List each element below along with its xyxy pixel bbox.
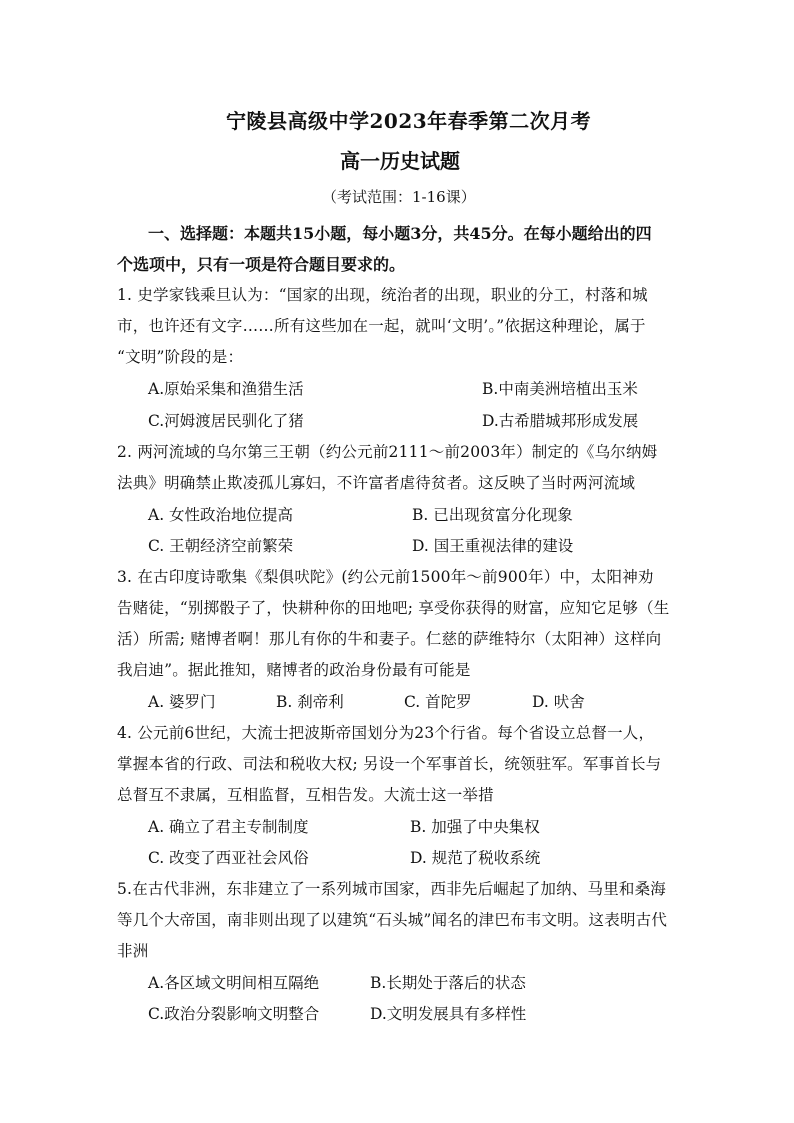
question-5-line: 非洲 xyxy=(117,942,149,960)
question-1-line: 市，也许还有文字……所有这些加在一起，就叫‘文明’。”依据这种理论，属于 xyxy=(117,317,646,335)
question-3-option-b: B. 刹帝利 xyxy=(276,693,344,711)
question-2-option-d: D. 国王重视法律的建设 xyxy=(412,537,574,555)
question-2-option-a: A. 女性政治地位提高 xyxy=(148,506,294,524)
question-3-option-a: A. 婆罗门 xyxy=(148,693,216,711)
question-5-option-d: D.文明发展具有多样性 xyxy=(370,1005,527,1023)
question-3-line: 3. 在古印度诗歌集《梨俱吠陀》(约公元前1500年～前900年）中，太阳神劝 xyxy=(117,568,654,586)
question-1-option-c: C.河姆渡居民驯化了猪 xyxy=(148,412,304,430)
question-3-line: 我启迪”。据此推知，赌博者的政治身份最有可能是 xyxy=(117,661,471,679)
question-3-line: 活）所需; 赌博者啊！那儿有你的牛和妻子。仁慈的萨维特尔（太阳神）这样向 xyxy=(117,630,662,648)
question-5-line: 5.在古代非洲，东非建立了一系列城市国家，西非先后崛起了加纳、马里和桑海 xyxy=(117,880,666,898)
exam-range: （考试范围：1-16课） xyxy=(322,188,476,206)
question-5-option-c: C.政治分裂影响文明整合 xyxy=(148,1005,320,1023)
question-5-option-a: A.各区域文明间相互隔绝 xyxy=(148,974,320,992)
question-4-option-c: C. 改变了西亚社会风俗 xyxy=(148,849,309,867)
question-4-line: 掌握本省的行政、司法和税收大权; 另设一个军事首长，统领驻军。军事首长与 xyxy=(117,755,662,773)
question-2-line: 2. 两河流域的乌尔第三王朝（约公元前2111～前2003年）制定的《乌尔纳姆 xyxy=(117,443,658,461)
question-4-option-a: A. 确立了君主专制制度 xyxy=(148,818,309,836)
question-5-option-b: B.长期处于落后的状态 xyxy=(370,974,526,992)
question-4-option-d: D. 规范了税收系统 xyxy=(410,849,541,867)
section-heading-line1: 一、选择题：本题共15小题，每小题3分，共45分。在每小题给出的四 xyxy=(148,224,652,243)
question-1-option-d: D.古希腊城邦形成发展 xyxy=(482,412,639,430)
question-4-line: 总督互不隶属，互相监督，互相告发。大流士这一举措 xyxy=(117,786,494,804)
question-4-option-b: B. 加强了中央集权 xyxy=(410,818,540,836)
question-2-option-c: C. 王朝经济空前繁荣 xyxy=(148,537,294,555)
section-heading-line2: 个选项中，只有一项是符合题目要求的。 xyxy=(117,255,406,274)
question-1-option-a: A.原始采集和渔猎生活 xyxy=(148,380,304,398)
question-2-line: 法典》明确禁止欺凌孤儿寡妇，不许富者虐待贫者。这反映了当时两河流域 xyxy=(117,474,636,492)
page-subtitle: 高一历史试题 xyxy=(340,149,460,173)
question-1-line: 1. 史学家钱乘旦认为：“国家的出现，统治者的出现，职业的分工，村落和城 xyxy=(117,286,648,304)
question-4-line: 4. 公元前6世纪，大流士把波斯帝国划分为23个行省。每个省设立总督一人， xyxy=(117,724,655,742)
question-3-option-d: D. 吠舍 xyxy=(532,693,585,711)
question-1-line: “文明”阶段的是： xyxy=(117,348,244,366)
question-3-option-c: C. 首陀罗 xyxy=(404,693,472,711)
question-2-option-b: B. 已出现贫富分化现象 xyxy=(412,506,573,524)
question-3-line: 告赌徒，“别掷骰子了，快耕种你的田地吧; 享受你获得的财富，应知它足够（生 xyxy=(117,599,670,617)
question-5-line: 等几个大帝国，南非则出现了以建筑“石头城”闻名的津巴布韦文明。这表明古代 xyxy=(117,911,668,929)
page-title: 宁陵县高级中学2023年春季第二次月考 xyxy=(226,109,592,133)
question-1-option-b: B.中南美洲培植出玉米 xyxy=(482,380,638,398)
